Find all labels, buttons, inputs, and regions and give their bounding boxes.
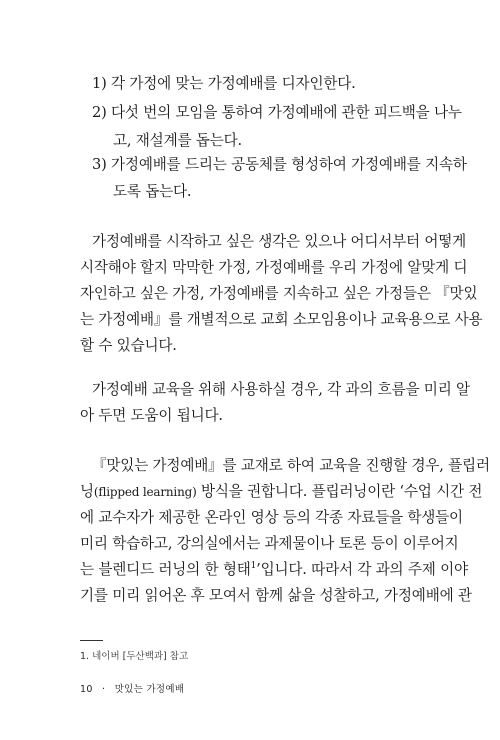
paragraph-3-line-2-start: 닝 xyxy=(80,483,94,500)
paragraph-3-line-6: 기를 미리 읽어온 후 모여서 함께 삶을 성찰하고, 가정예배에 관 xyxy=(80,587,472,604)
paragraph-3-line-3: 에 교수자가 제공한 온라인 영상 등의 각종 자료들을 학생들이 xyxy=(80,509,463,526)
paragraph-1-line-2: 시작해야 할지 막막한 가정, 가정예배를 우리 가정에 알맞게 디 xyxy=(80,259,468,276)
paragraph-3-line-2 xyxy=(80,482,482,502)
footnote: 1. 네이버 [두산백과] 참고 xyxy=(80,651,189,662)
paragraph-3-line-5-start: 는 블렌디드 러닝의 한 형태 xyxy=(80,561,251,578)
paragraph-3-line-5 xyxy=(80,560,468,580)
paragraph-1-line-1: 가정예배를 시작하고 싶은 생각은 있으나 어디서부터 어떻게 xyxy=(92,233,467,250)
page-number: 10 xyxy=(80,684,93,695)
list-item-2-line-2: 고, 재설계를 돕는다. xyxy=(113,132,242,149)
paragraph-3-line-4: 미리 학습하고, 강의실에서는 과제물이나 토론 등이 이루어지 xyxy=(80,535,459,552)
paragraph-3-line-2-end: 방식을 권합니다. 플립러닝이란 ‘수업 시간 전 xyxy=(196,483,483,500)
page-footer xyxy=(80,681,184,695)
list-item-3-line-1: 3) 가정예배를 드리는 공동체를 형성하여 가정예배를 지속하 xyxy=(92,156,467,173)
english-term: (flipped learning) xyxy=(93,485,197,499)
paragraph-3-line-1: 『맛있는 가정예배』를 교재로 하여 교육을 진행할 경우, 플립러 xyxy=(92,457,490,474)
paragraph-3-line-5-end: ’입니다. 따라서 각 과의 주제 이야 xyxy=(256,561,468,578)
footnote-marker: 1 xyxy=(250,561,257,572)
list-item-1: 1) 각 가정에 맞는 가정예배를 디자인한다. xyxy=(92,75,356,92)
footnote-divider xyxy=(80,640,103,641)
paragraph-2-line-2: 아 두면 도움이 됩니다. xyxy=(80,407,223,424)
list-item-2-line-1: 2) 다섯 번의 모임을 통하여 가정예배에 관한 피드백을 나누 xyxy=(92,104,462,121)
paragraph-1-line-4: 는 가정예배』를 개별적으로 교회 소모임용이나 교육용으로 사용 xyxy=(80,311,483,328)
running-title: 맛있는 가정예배 xyxy=(114,684,185,695)
paragraph-1-line-3: 자인하고 싶은 가정, 가정예배를 지속하고 싶은 가정들은 『맛있 xyxy=(80,285,478,302)
paragraph-1-line-5: 할 수 있습니다. xyxy=(80,337,177,354)
footer-separator: · xyxy=(102,684,106,695)
paragraph-2-line-1: 가정예배 교육을 위해 사용하실 경우, 각 과의 흐름을 미리 알 xyxy=(92,381,470,398)
list-item-3-line-2: 도록 돕는다. xyxy=(113,183,192,200)
